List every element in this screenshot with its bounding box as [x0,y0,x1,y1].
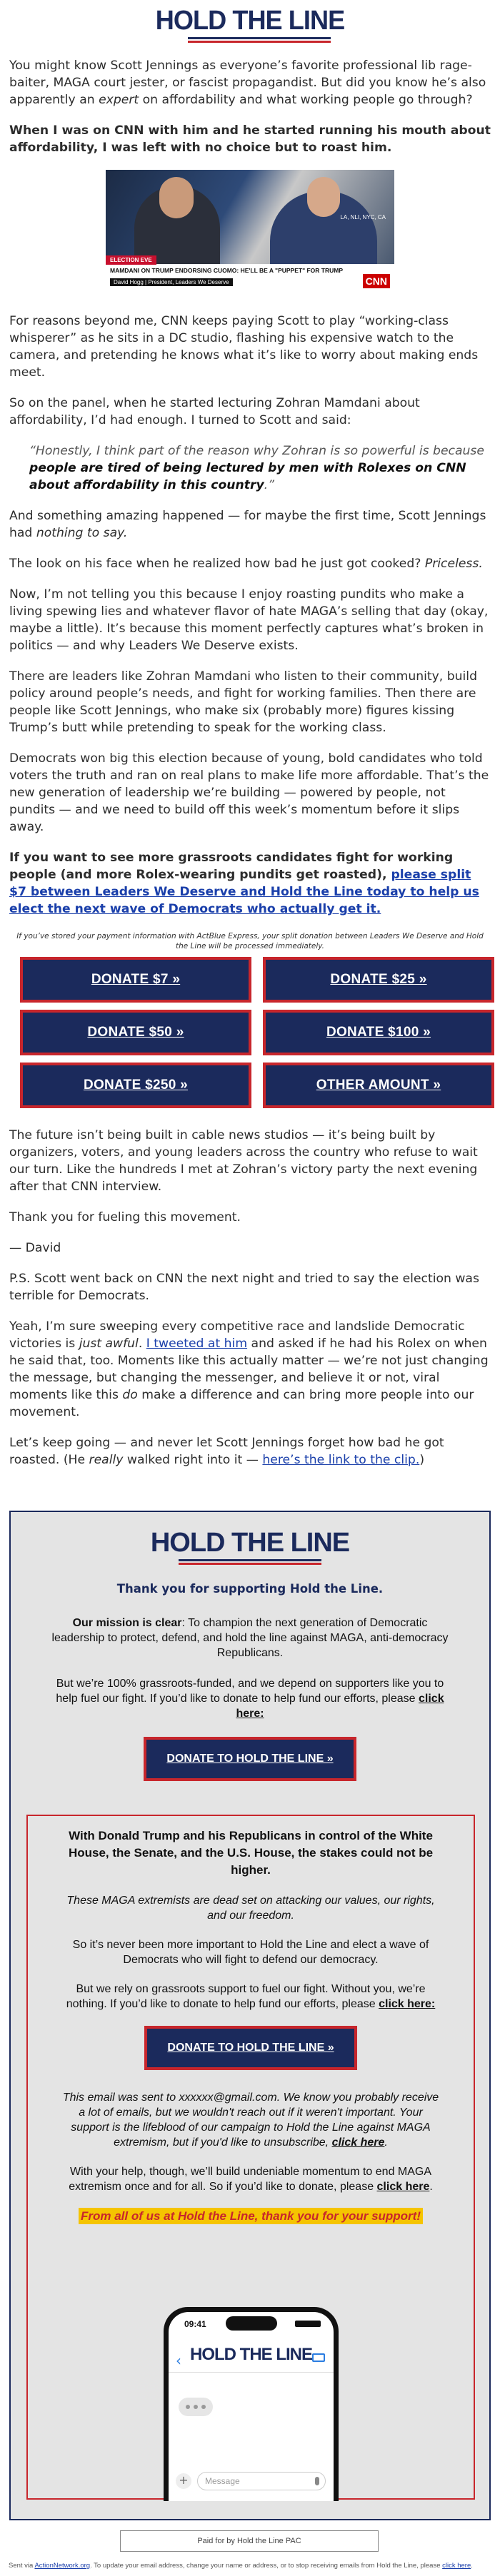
help-paragraph: With your help, though, we’ll build undeniable momentum to end MAGA extremism once and for all. So if you’d like to donate, please click here. [69,2166,433,2193]
rely-click-here-link[interactable]: click here: [379,1998,436,2010]
chyron-headline: MAMDANI ON TRUMP ENDORSING CUOMO: HE'LL BE A "PUPPET" FOR TRUMP [110,267,344,274]
footer-logo[interactable] [11,1528,489,1578]
phone-logo-wordmark: HOLD THE LINE [190,2345,312,2364]
news-chyron [106,257,394,291]
logo-stripe-navy [188,37,331,39]
stakes-heading: With Donald Trump and his Republicans in control of the White House, the Senate, and the U.S. House, the stakes could not be higher. [68,1829,434,1877]
back-chevron-icon: ‹ [176,2352,181,2369]
help-click-here-link[interactable]: click here [376,2181,430,2193]
footer-click-here-link[interactable]: click here: [236,1693,444,1720]
chyron-caption: David Hogg | President, Leaders We Deserve [110,278,233,286]
footer-panel [9,1511,491,2520]
phone-mockup-image [164,2307,339,2501]
email-notice: This email was sent to xxxxxx@gmail.com. We know you probably receive a lot of emails, but we wouldn't reach out if it weren't important. Your support is the lifeblood of our campaign to Hold the Line against MAGA extremism, but if you'd like to unsubscribe, click here. [62,2091,439,2149]
donate-7-button[interactable]: DONATE $7 » [20,957,251,1003]
video-call-icon [312,2353,325,2362]
unsubscribe-link[interactable]: click here [331,2136,385,2149]
closing-paragraph: Thank you for fueling this movement. [9,1210,241,1224]
logo-stripe-red [188,41,331,43]
clip-link[interactable]: here’s the link to the clip. [262,1453,420,1467]
donate-to-hold-the-line-button-2[interactable]: DONATE TO HOLD THE LINE » [144,2026,357,2070]
manage-email-link[interactable]: click here [442,2562,471,2570]
battery-icon [295,2321,321,2327]
typing-indicator-icon [179,2398,213,2416]
body-paragraph: Democrats won big this election because of young, bold candidates who told voters the truth and ran on real plans to make life more affordable. That’s the new generation of leadership we’re building — powered by people, not pundits — and we need to build off this week’s momentum before it slips away. [9,751,489,834]
paid-for-disclaimer: Paid for by Hold the Line PAC [120,2530,379,2552]
intro-paragraph-1: You might know Scott Jennings as everyone’s favorite professional lib rage-baiter, MAGA court jester, or fascist propagandist. But did you know he’s also apparently an expert on affordability and what working people go through? [9,59,486,107]
body-paragraph: And something amazing happened — for maybe the first time, Scott Jennings had nothing to say. [9,509,486,540]
body-paragraph: For reasons beyond me, CNN keeps paying Scott to play “working-class whisperer” as he sits in a DC studio, flashing his expensive watch to the camera, and pretending he knows what it’s like to worry about making ends meet. [9,314,479,380]
body-paragraph: There are leaders like Zohran Mamdani who listen to their community, build policy around people’s needs, and fight for working families. Then there are people like Scott Jennings, who make six (probably more) figures kissing Trump’s butt while pretending to speak for the working class. [9,669,477,735]
signature: — David [9,1241,61,1255]
quote-block: “Honestly, I think part of the reason why Zohran is so powerful is because people are tired of being lectured by men with Rolexes on CNN about affordability in this country.” [29,444,484,492]
donate-to-hold-the-line-button[interactable]: DONATE TO HOLD THE LINE » [144,1737,356,1781]
donate-250-button[interactable]: DONATE $250 » [20,1063,251,1108]
donate-25-button[interactable]: DONATE $25 » [263,957,494,1003]
inner-appeal-box [26,1815,475,2500]
donate-ask-paragraph: If you want to see more grassroots candidates fight for working people (and more Rolex-wearing pundits get roasted), please split $7 between Leaders We Deserve and Hold the Line today to help us elect the next wave of Democrats who actually get it. [9,851,479,916]
body-paragraph: So on the panel, when he started lecturing Zohran Mamdani about affordability, I’d had enough. I turned to Scott and said: [9,396,420,427]
rely-paragraph: But we rely on grassroots support to fuel our fight. Without you, we’re nothing. If you’d like to donate to help fund our efforts, please click here: [66,1983,436,2010]
actblue-note: If you’ve stored your payment information with ActBlue Express, your split donation between Leaders We Deserve and Hold the Line will be processed immediately. [16,932,484,950]
donate-button-grid [20,957,491,1108]
postscript: P.S. Scott went back on CNN the next night and tried to say the election was terrible for Democrats. [9,1272,479,1303]
location-text: LA, NLI, NYC, CA [340,214,386,220]
actionnetwork-link[interactable]: ActionNetwork.org [34,2562,91,2570]
body-paragraph: The look on his face when he realized how bad he just got cooked? Priceless. [9,557,483,571]
intro-paragraph-2: When I was on CNN with him and he started running his mouth about affordability, I was left with no choice but to roast him. [9,123,491,155]
legal-footer: Sent via ActionNetwork.org. To update your email address, change your name or address, or to stop receiving emails from Hold the Line, please click here. [9,2562,473,2570]
header-logo[interactable] [9,0,491,57]
mission-statement: Our mission is clear: To champion the next generation of Democratic leadership to protect, defend, and hold the line against MAGA, anti-democracy Republicans. [51,1617,449,1659]
message-input: Message [197,2472,326,2490]
chyron-tag: ELECTION EVE [106,255,156,265]
cnn-screenshot-image[interactable] [106,170,394,291]
plus-icon: + [176,2473,191,2489]
donate-50-button[interactable]: DONATE $50 » [20,1010,251,1055]
mic-icon [315,2477,319,2485]
phone-time: 09:41 [184,2319,206,2329]
never-more-paragraph: So it’s never been more important to Hold the Line and elect a wave of Democrats who will fight to defend our democracy. [72,1939,429,1966]
grassroots-paragraph: But we’re 100% grassroots-funded, and we depend on supporters like you to help fuel our fight. If you’d like to donate to help fund our efforts, please click here: [56,1678,444,1720]
split-donation-link[interactable]: please split $7 between Leaders We Deserve and Hold the Line today to help us elect the next wave of Democrats who actually get it. [9,868,479,916]
donate-other-amount-button[interactable]: OTHER AMOUNT » [263,1063,494,1108]
body-paragraph: Now, I’m not telling you this because I enjoy roasting pundits who make a living spewing lies and whatever flavor of hate MAGA’s selling that day (okay, maybe a little). It’s because this moment perfectly captures what’s broken in politics — and why Leaders We Deserve exists. [9,587,489,653]
logo-wordmark: HOLD THE LINE [155,6,345,36]
footer-logo-wordmark: HOLD THE LINE [150,1528,350,1558]
closing-paragraph: The future isn’t being built in cable news studios — it’s being built by organizers, voters, and young leaders across the country who refuse to wait our turn. Like the hundreds I met at Zohran’s victory party the next evening after that CNN interview. [9,1128,478,1194]
thank-you-highlight: From all of us at Hold the Line, thank you for your support! [28,2209,474,2224]
donate-100-button[interactable]: DONATE $100 » [263,1010,494,1055]
closing-paragraph: Let’s keep going — and never let Scott Jennings forget how bad he got roasted. (He really walked right into it — here’s the link to the clip.) [9,1436,444,1467]
tweet-link[interactable]: I tweeted at him [146,1337,248,1351]
extremists-paragraph: These MAGA extremists are dead set on attacking our values, our rights, and our freedom. [66,1895,435,1922]
closing-paragraph: Yeah, I’m sure sweeping every competitive race and landslide Democratic victories is just awful. I tweeted at him and asked if he had his Rolex on when he said that, too. Moments like this actually matter — we’re not just changing the message, but changing the messenger, and believe it or not, viral moments like this do make a difference and can bring more people into our movement. [9,1319,489,1419]
cnn-logo: CNN [363,274,390,288]
footer-thanks: Thank you for supporting Hold the Line. [116,1582,384,1596]
phone-notch [226,2316,277,2331]
